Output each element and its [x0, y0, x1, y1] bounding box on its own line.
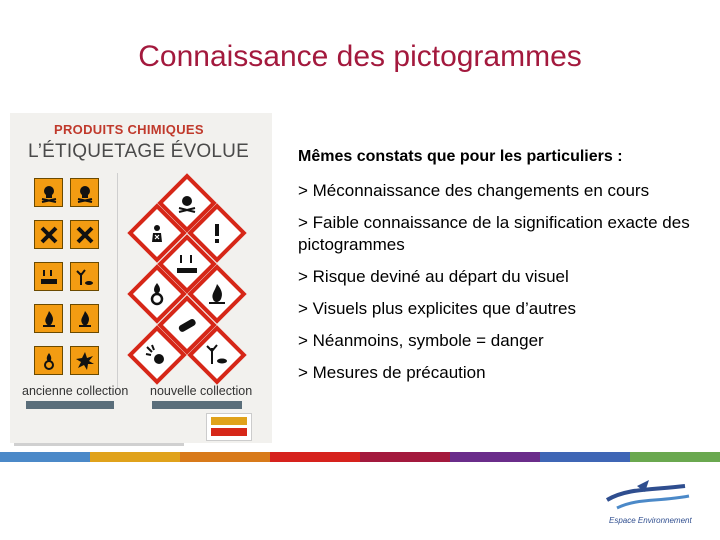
bullet-item: > Visuels plus explicites que d’autres — [298, 299, 576, 318]
strip-segment — [540, 452, 630, 462]
explosion-icon — [70, 346, 99, 375]
content-block — [298, 148, 698, 394]
poster-subheading: L’ÉTIQUETAGE ÉVOLUE — [28, 141, 249, 162]
poster-divider — [117, 173, 118, 388]
strip-segment — [0, 452, 90, 462]
lead-text: Mêmes constats que pour les particuliers : — [298, 148, 623, 165]
cross-icon — [34, 220, 63, 249]
bullet-item: > Néanmoins, symbole = danger — [298, 331, 544, 350]
strip-segment — [90, 452, 180, 462]
logo-text: Espace Environnement — [609, 516, 692, 525]
bullet-item: > Faible connaissance de la signification exacte des pictogrammes — [298, 213, 690, 254]
bullet-item: > Mesures de précaution — [298, 363, 486, 382]
flame-icon — [70, 304, 99, 333]
old-collection-bar — [26, 401, 114, 409]
flame-icon — [34, 304, 63, 333]
bullet-item: > Risque deviné au départ du visuel — [298, 267, 569, 286]
strip-segment — [180, 452, 270, 462]
strip-segment — [360, 452, 450, 462]
new-collection-bar — [152, 401, 242, 409]
poster-logo — [206, 413, 252, 441]
corrosive-icon — [34, 262, 63, 291]
strip-segment — [270, 452, 360, 462]
footer-color-strip — [0, 452, 720, 462]
chemical-labelling-poster — [10, 113, 272, 443]
old-collection-label: ancienne collection — [22, 384, 129, 398]
strip-segment — [630, 452, 720, 462]
bullet-item: > Méconnaissance des changements en cours — [298, 181, 650, 200]
skull-icon — [34, 178, 63, 207]
skull-icon — [70, 178, 99, 207]
poster-heading: PRODUITS CHIMIQUES — [54, 122, 204, 137]
oxidizer-icon — [34, 346, 63, 375]
strip-segment — [450, 452, 540, 462]
slide-title: Connaissance des pictogrammes — [138, 40, 582, 73]
poster-footer-line — [14, 443, 184, 446]
cross-icon — [70, 220, 99, 249]
environment-icon — [70, 262, 99, 291]
new-collection-label: nouvelle collection — [150, 384, 253, 398]
